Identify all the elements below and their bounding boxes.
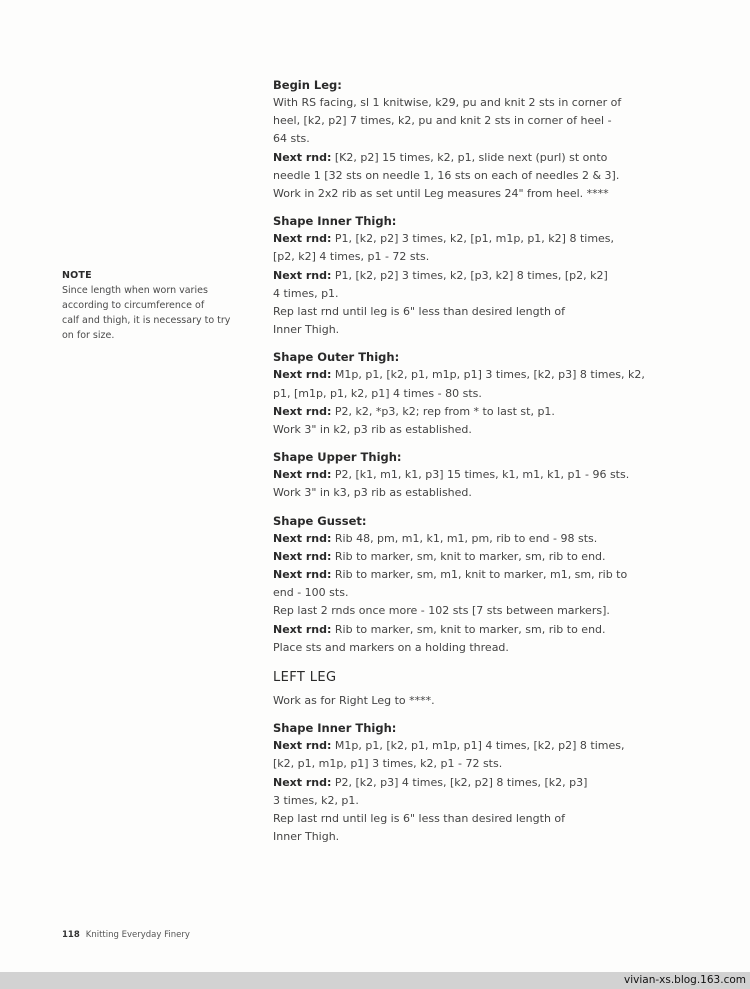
instruction-line: Place sts and markers on a holding thread.	[273, 640, 509, 654]
instruction-text: Rib to marker, sm, knit to marker, sm, rib to end.	[331, 549, 606, 563]
instruction-line	[273, 621, 643, 639]
instruction-text: M1p, p1, [k2, p1, m1p, p1] 4 times, [k2, p2] 8 times,	[331, 739, 625, 753]
next-rnd-label: Next rnd:	[273, 568, 332, 582]
next-rnd-label: Next rnd:	[273, 622, 332, 636]
instruction-line: 3 times, k2, p1.	[273, 793, 359, 807]
instruction-line: needle 1 [32 sts on needle 1, 16 sts on each of needles 2 & 3].	[273, 168, 620, 182]
next-rnd-label: Next rnd:	[273, 549, 332, 563]
instruction-line	[273, 530, 643, 548]
instruction-line	[273, 230, 643, 248]
left-leg-heading: LEFT LEG	[273, 670, 337, 686]
instruction-text: Rib 48, pm, m1, k1, m1, pm, rib to end - 98 sts.	[331, 531, 598, 545]
instruction-line: p1, [m1p, p1, k2, p1] 4 times - 80 sts.	[273, 386, 482, 400]
instruction-line	[273, 149, 643, 167]
instruction-line	[273, 774, 643, 792]
next-rnd-label: Next rnd:	[273, 268, 332, 282]
instruction-line: Work in 2x2 rib as set until Leg measures 24" from heel. ****	[273, 187, 609, 201]
instruction-line: [k2, p1, m1p, p1] 3 times, k2, p1 - 72 sts.	[273, 757, 503, 771]
note-line: on for size.	[62, 330, 115, 341]
shape-inner-thigh-heading: Shape Inner Thigh:	[273, 214, 397, 229]
instruction-text: P1, [k2, p2] 3 times, k2, [p3, k2] 8 times, [p2, k2]	[331, 268, 608, 282]
instruction-text: M1p, p1, [k2, p1, m1p, p1] 3 times, [k2, p3] 8 times, k2,	[331, 368, 645, 382]
instruction-text: Rib to marker, sm, m1, knit to marker, m1, sm, rib to	[331, 568, 628, 582]
pattern-instructions	[273, 76, 643, 847]
instruction-line: Rep last 2 rnds once more - 102 sts [7 sts between markers].	[273, 604, 610, 618]
begin-leg-heading: Begin Leg:	[273, 78, 342, 92]
instruction-line: heel, [k2, p2] 7 times, k2, pu and knit 2 sts in corner of heel -	[273, 114, 612, 128]
instruction-line	[273, 737, 643, 755]
instruction-text: P2, [k1, m1, k1, p3] 15 times, k1, m1, k1, p1 - 96 sts.	[331, 468, 630, 482]
side-note	[62, 270, 262, 343]
instruction-line: Work 3" in k2, p3 rib as established.	[273, 423, 472, 437]
note-line: calf and thigh, it is necessary to try	[62, 315, 231, 326]
next-rnd-label: Next rnd:	[273, 531, 332, 545]
note-line: Since length when worn varies	[62, 285, 208, 296]
instruction-line: 4 times, p1.	[273, 286, 339, 300]
watermark-bar	[0, 972, 750, 989]
instruction-line: Rep last rnd until leg is 6" less than desired length of	[273, 305, 566, 319]
instruction-line	[273, 403, 643, 421]
next-rnd-label: Next rnd:	[273, 739, 332, 753]
next-rnd-label: Next rnd:	[273, 368, 332, 382]
instruction-line: Work 3" in k3, p3 rib as established.	[273, 486, 472, 500]
left-inner-thigh-heading: Shape Inner Thigh:	[273, 721, 397, 736]
note-title: NOTE	[62, 270, 92, 281]
instruction-line: 64 sts.	[273, 132, 310, 146]
instruction-text: Rib to marker, sm, knit to marker, sm, rib to end.	[331, 622, 606, 636]
instruction-line: Rep last rnd until leg is 6" less than desired length of	[273, 812, 566, 826]
instruction-line: end - 100 sts.	[273, 586, 349, 600]
instruction-line: Inner Thigh.	[273, 830, 340, 844]
book-title: Knitting Everyday Finery	[85, 930, 190, 940]
instruction-text: P1, [k2, p2] 3 times, k2, [p1, m1p, p1, k2] 8 times,	[331, 232, 615, 246]
next-rnd-label: Next rnd:	[273, 150, 332, 164]
instruction-line	[273, 267, 643, 285]
shape-gusset-heading: Shape Gusset:	[273, 513, 367, 528]
instruction-line: Inner Thigh.	[273, 323, 340, 337]
note-body	[62, 283, 262, 343]
instruction-line	[273, 566, 643, 584]
instruction-line: [p2, k2] 4 times, p1 - 72 sts.	[273, 250, 430, 264]
next-rnd-label: Next rnd:	[273, 232, 332, 246]
instruction-text: P2, k2, *p3, k2; rep from * to last st, p1.	[331, 404, 555, 418]
instruction-text: [K2, p2] 15 times, k2, p1, slide next (purl) st onto	[331, 150, 608, 164]
next-rnd-label: Next rnd:	[273, 775, 332, 789]
instruction-line: Work as for Right Leg to ****.	[273, 694, 435, 708]
shape-outer-thigh-heading: Shape Outer Thigh:	[273, 350, 400, 365]
instruction-line	[273, 466, 643, 484]
instruction-line	[273, 366, 643, 384]
page-footer	[62, 930, 190, 940]
instruction-line: With RS facing, sl 1 knitwise, k29, pu and knit 2 sts in corner of	[273, 96, 622, 109]
next-rnd-label: Next rnd:	[273, 404, 332, 418]
shape-upper-thigh-heading: Shape Upper Thigh:	[273, 450, 402, 465]
next-rnd-label: Next rnd:	[273, 468, 332, 482]
note-line: according to circumference of	[62, 300, 205, 311]
page-number: 118	[62, 930, 80, 940]
instruction-text: P2, [k2, p3] 4 times, [k2, p2] 8 times, [k2, p3]	[331, 775, 588, 789]
instruction-line	[273, 548, 643, 566]
watermark-text: vivian-xs.blog.163.com	[624, 974, 746, 986]
